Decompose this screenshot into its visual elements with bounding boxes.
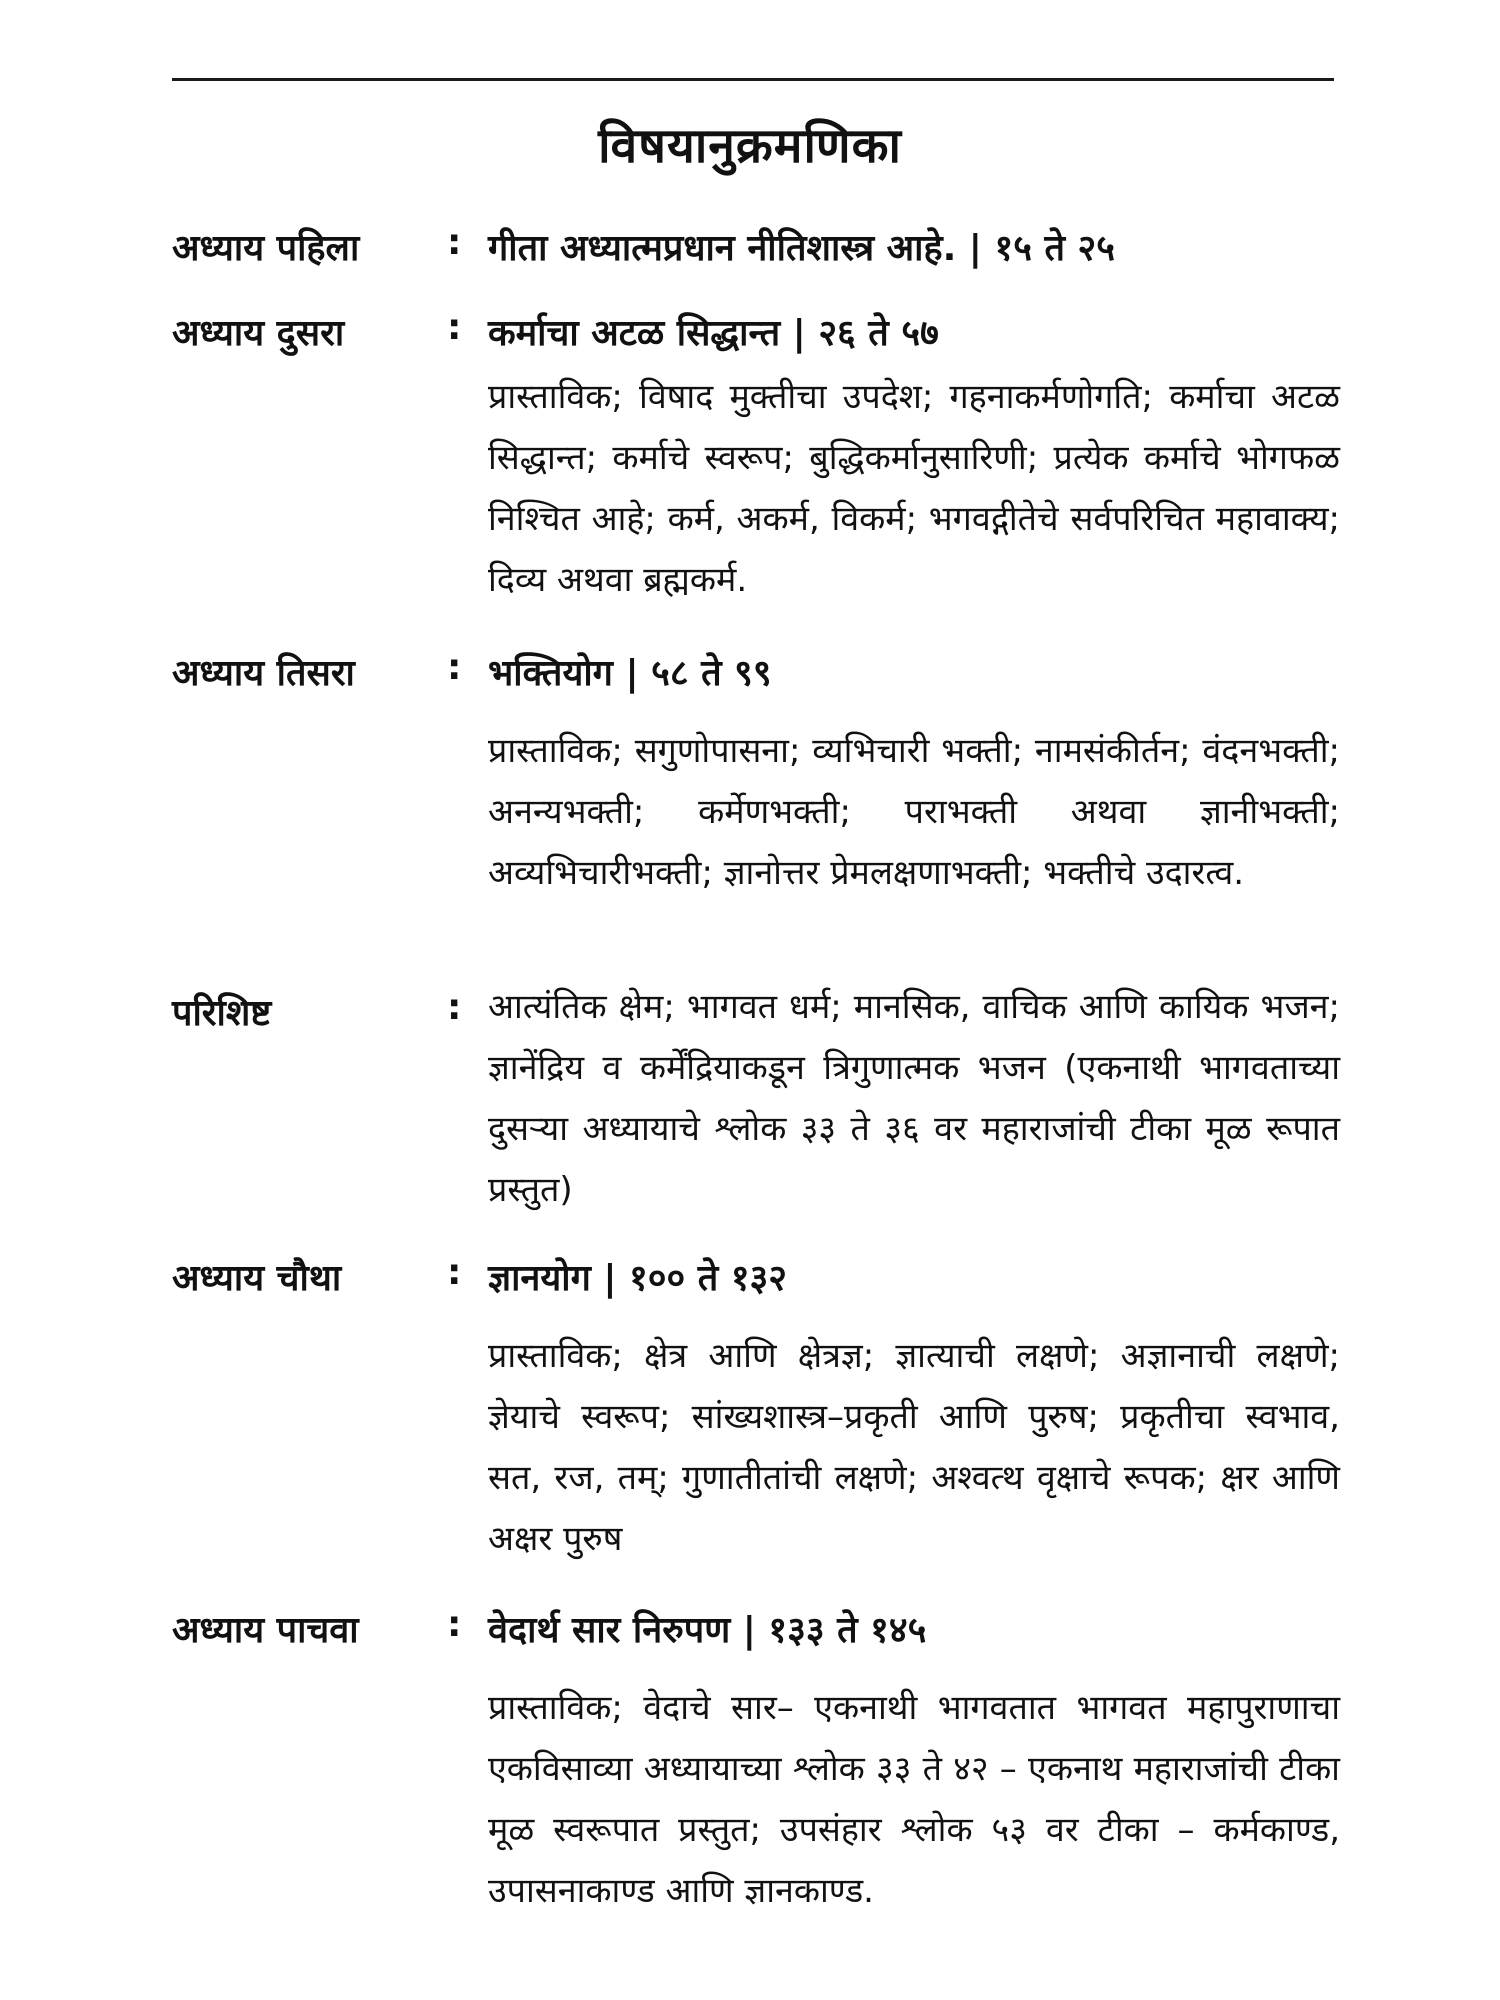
page-title: विषयानुक्रमणिका xyxy=(598,118,902,174)
toc-entry-adhyay-4 xyxy=(172,1252,1340,1570)
chapter-topics: प्रास्ताविक; विषाद मुक्तीचा उपदेश; गहनाकर्मणोगति; कर्माचा अटळ सिद्धान्त; कर्माचे स्वरूप; बुद्धिकर्मानुसारिणी; प्रत्येक कर्माचे भोगफळ निश्चित आहे; कर्म, अकर्म, विकर्म; भगवद्गीतेचे सर्वपरिचित महावाक्य; दिव्य अथवा ब्रह्मकर्म. xyxy=(488,377,1340,600)
appendix-topics: आत्यंतिक क्षेम; भागवत धर्म; मानसिक, वाचिक आणि कायिक भजन; ज्ञानेंद्रिय व कर्मेंद्रियाकडून त्रिगुणात्मक भजन (एकनाथी भागवताच्या दुसऱ्या अध्यायाचे श्लोक ३३ ते ३६ वर महाराजांची टीका मूळ रूपात प्रस्तुत) xyxy=(488,987,1340,1210)
chapter-heading: कर्माचा अटळ सिद्धान्त | २६ ते ५७ xyxy=(488,313,939,354)
toc-entry-head xyxy=(172,222,1340,282)
toc-entry-head xyxy=(172,1604,1340,1664)
chapter-label: अध्याय दुसरा xyxy=(172,313,345,354)
toc-entry-head xyxy=(172,1252,1340,1312)
toc-entry-appendix xyxy=(172,987,1340,1221)
chapter-heading: भक्तियोग | ५८ ते ९९ xyxy=(488,653,772,694)
label-separator: : xyxy=(447,307,462,348)
toc-entry-adhyay-2 xyxy=(172,307,1340,611)
label-separator: : xyxy=(447,647,462,688)
chapter-topics: प्रास्ताविक; वेदाचे सार– एकनाथी भागवतात भागवत महापुराणाचा एकविसाव्या अध्यायाच्या श्लोक ३३ ते ४२ – एकनाथ महाराजांची टीका मूळ स्वरूपात प्रस्तुत; उपसंहार श्लोक ५३ वर टीका – कर्मकाण्ड, उपासनाकाण्ड आणि ज्ञानकाण्ड. xyxy=(488,1688,1340,1911)
chapter-heading: गीता अध्यात्मप्रधान नीतिशास्त्र आहे. | १५ ते २५ xyxy=(488,228,1115,269)
chapter-label: अध्याय तिसरा xyxy=(172,653,355,694)
toc-entry-adhyay-3 xyxy=(172,647,1340,904)
chapter-heading: वेदार्थ सार निरुपण | १३३ ते १४५ xyxy=(488,1610,927,1651)
appendix-label: परिशिष्ट xyxy=(172,993,272,1034)
chapter-label: अध्याय चौथा xyxy=(172,1258,342,1299)
label-separator: : xyxy=(447,222,462,263)
label-separator: : xyxy=(447,987,462,1028)
label-separator: : xyxy=(447,1604,462,1645)
toc-entry-adhyay-1 xyxy=(172,222,1340,282)
toc-entry-adhyay-5 xyxy=(172,1604,1340,1922)
toc-entry-head xyxy=(172,647,1340,707)
toc-entry-head xyxy=(172,307,1340,367)
top-divider xyxy=(172,78,1334,81)
chapter-label: अध्याय पाचवा xyxy=(172,1610,359,1651)
chapter-topics: प्रास्ताविक; क्षेत्र आणि क्षेत्रज्ञ; ज्ञात्याची लक्षणे; अज्ञानाची लक्षणे; ज्ञेयाचे स्वरूप; सांख्यशास्त्र–प्रकृती आणि पुरुष; प्रकृतीचा स्वभाव, सत, रज, तम्; गुणातीतांची लक्षणे; अश्वत्थ वृक्षाचे रूपक; क्षर आणि अक्षर पुरुष xyxy=(488,1336,1340,1559)
chapter-label: अध्याय पहिला xyxy=(172,228,360,269)
chapter-heading: ज्ञानयोग | १०० ते १३२ xyxy=(488,1258,787,1299)
chapter-topics: प्रास्ताविक; सगुणोपासना; व्यभिचारी भक्ती; नामसंकीर्तन; वंदनभक्ती; अनन्यभक्ती; कर्मेणभक्ती; पराभक्ती अथवा ज्ञानीभक्ती; अव्यभिचारीभक्ती; ज्ञानोत्तर प्रेमलक्षणाभक्ती; भक्तीचे उदारत्व. xyxy=(488,731,1340,893)
label-separator: : xyxy=(447,1252,462,1293)
